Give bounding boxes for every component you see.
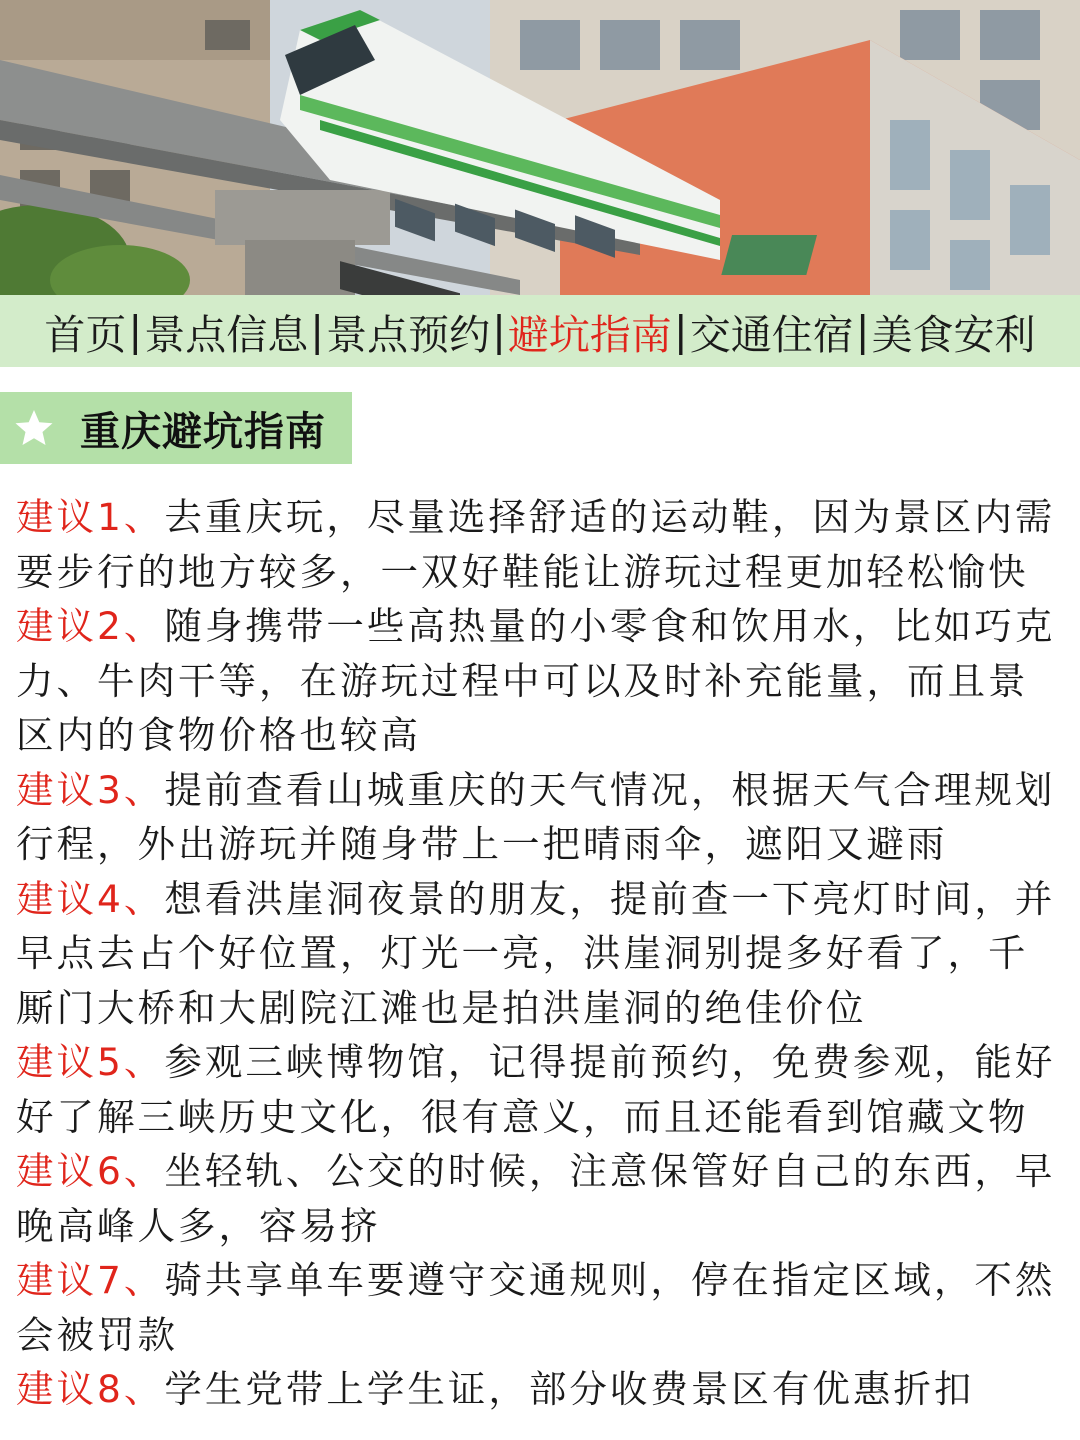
tip-item <box>16 1253 1066 1362</box>
tip-item <box>16 763 1066 872</box>
tip-text: 随身携带一些高热量的小零食和饮用水，比如巧克力、牛肉干等，在游玩过程中可以及时补充能量，而且景区内的食物价格也较高 <box>16 604 1056 757</box>
transit-logo-icon <box>721 235 817 275</box>
nav-home[interactable]: 首页 <box>44 310 127 359</box>
section-title: 重庆避坑指南 <box>80 408 326 455</box>
nav-food-recommendations[interactable]: 美食安利 <box>871 310 1036 359</box>
tip-label: 建议1、 <box>16 495 165 539</box>
tip-text: 去重庆玩，尽量选择舒适的运动鞋，因为景区内需要步行的地方较多，一双好鞋能让游玩过程更加轻松愉快 <box>16 495 1056 594</box>
tip-text: 参观三峡博物馆，记得提前预约，免费参观，能好好了解三峡历史文化，很有意义，而且还能看到馆藏文物 <box>16 1040 1056 1139</box>
tip-label: 建议6、 <box>16 1149 165 1193</box>
hero-photo-monorail <box>0 0 1080 295</box>
tip-item <box>16 490 1066 599</box>
tip-label: 建议2、 <box>16 604 165 648</box>
tip-item <box>16 1035 1066 1144</box>
tip-text: 提前查看山城重庆的天气情况，根据天气合理规划行程，外出游玩并随身带上一把晴雨伞，遮阳又避雨 <box>16 767 1056 866</box>
tip-label: 建议3、 <box>16 767 165 812</box>
tip-item <box>16 1362 1066 1417</box>
top-navigation <box>0 295 1080 367</box>
nav-separator: | <box>855 307 870 355</box>
tip-text: 学生党带上学生证，部分收费景区有优惠折扣 <box>164 1367 975 1411</box>
tip-label: 建议7、 <box>16 1258 165 1302</box>
nav-transport-lodging[interactable]: 交通住宿 <box>689 310 854 359</box>
tip-item <box>16 599 1066 763</box>
tip-item <box>16 872 1066 1036</box>
tips-list <box>16 490 1066 1417</box>
nav-attraction-info[interactable]: 景点信息 <box>144 310 309 359</box>
nav-separator: | <box>310 307 325 355</box>
tip-text: 想看洪崖洞夜景的朋友，提前查一下亮灯时间，并早点去占个好位置，灯光一亮，洪崖洞别提多好看了，千厮门大桥和大剧院江滩也是拍洪崖洞的绝佳价位 <box>16 876 1056 1030</box>
tip-label: 建议8、 <box>16 1367 165 1411</box>
nav-separator: | <box>492 307 506 355</box>
nav-separator: | <box>128 307 143 355</box>
nav-attraction-booking[interactable]: 景点预约 <box>326 310 491 359</box>
nav-pitfall-guide[interactable]: 避坑指南 <box>507 310 672 359</box>
nav-separator: | <box>673 307 688 355</box>
tip-text: 坐轻轨、公交的时候，注意保管好自己的东西，早晚高峰人多，容易挤 <box>16 1149 1056 1248</box>
tip-label: 建议5、 <box>16 1040 165 1084</box>
star-icon <box>14 408 54 448</box>
tip-text: 骑共享单车要遵守交通规则，停在指定区域，不然会被罚款 <box>16 1258 1056 1357</box>
tip-label: 建议4、 <box>16 876 165 921</box>
tip-item <box>16 1144 1066 1253</box>
monorail-illustration <box>0 0 1080 295</box>
section-header <box>0 392 352 464</box>
